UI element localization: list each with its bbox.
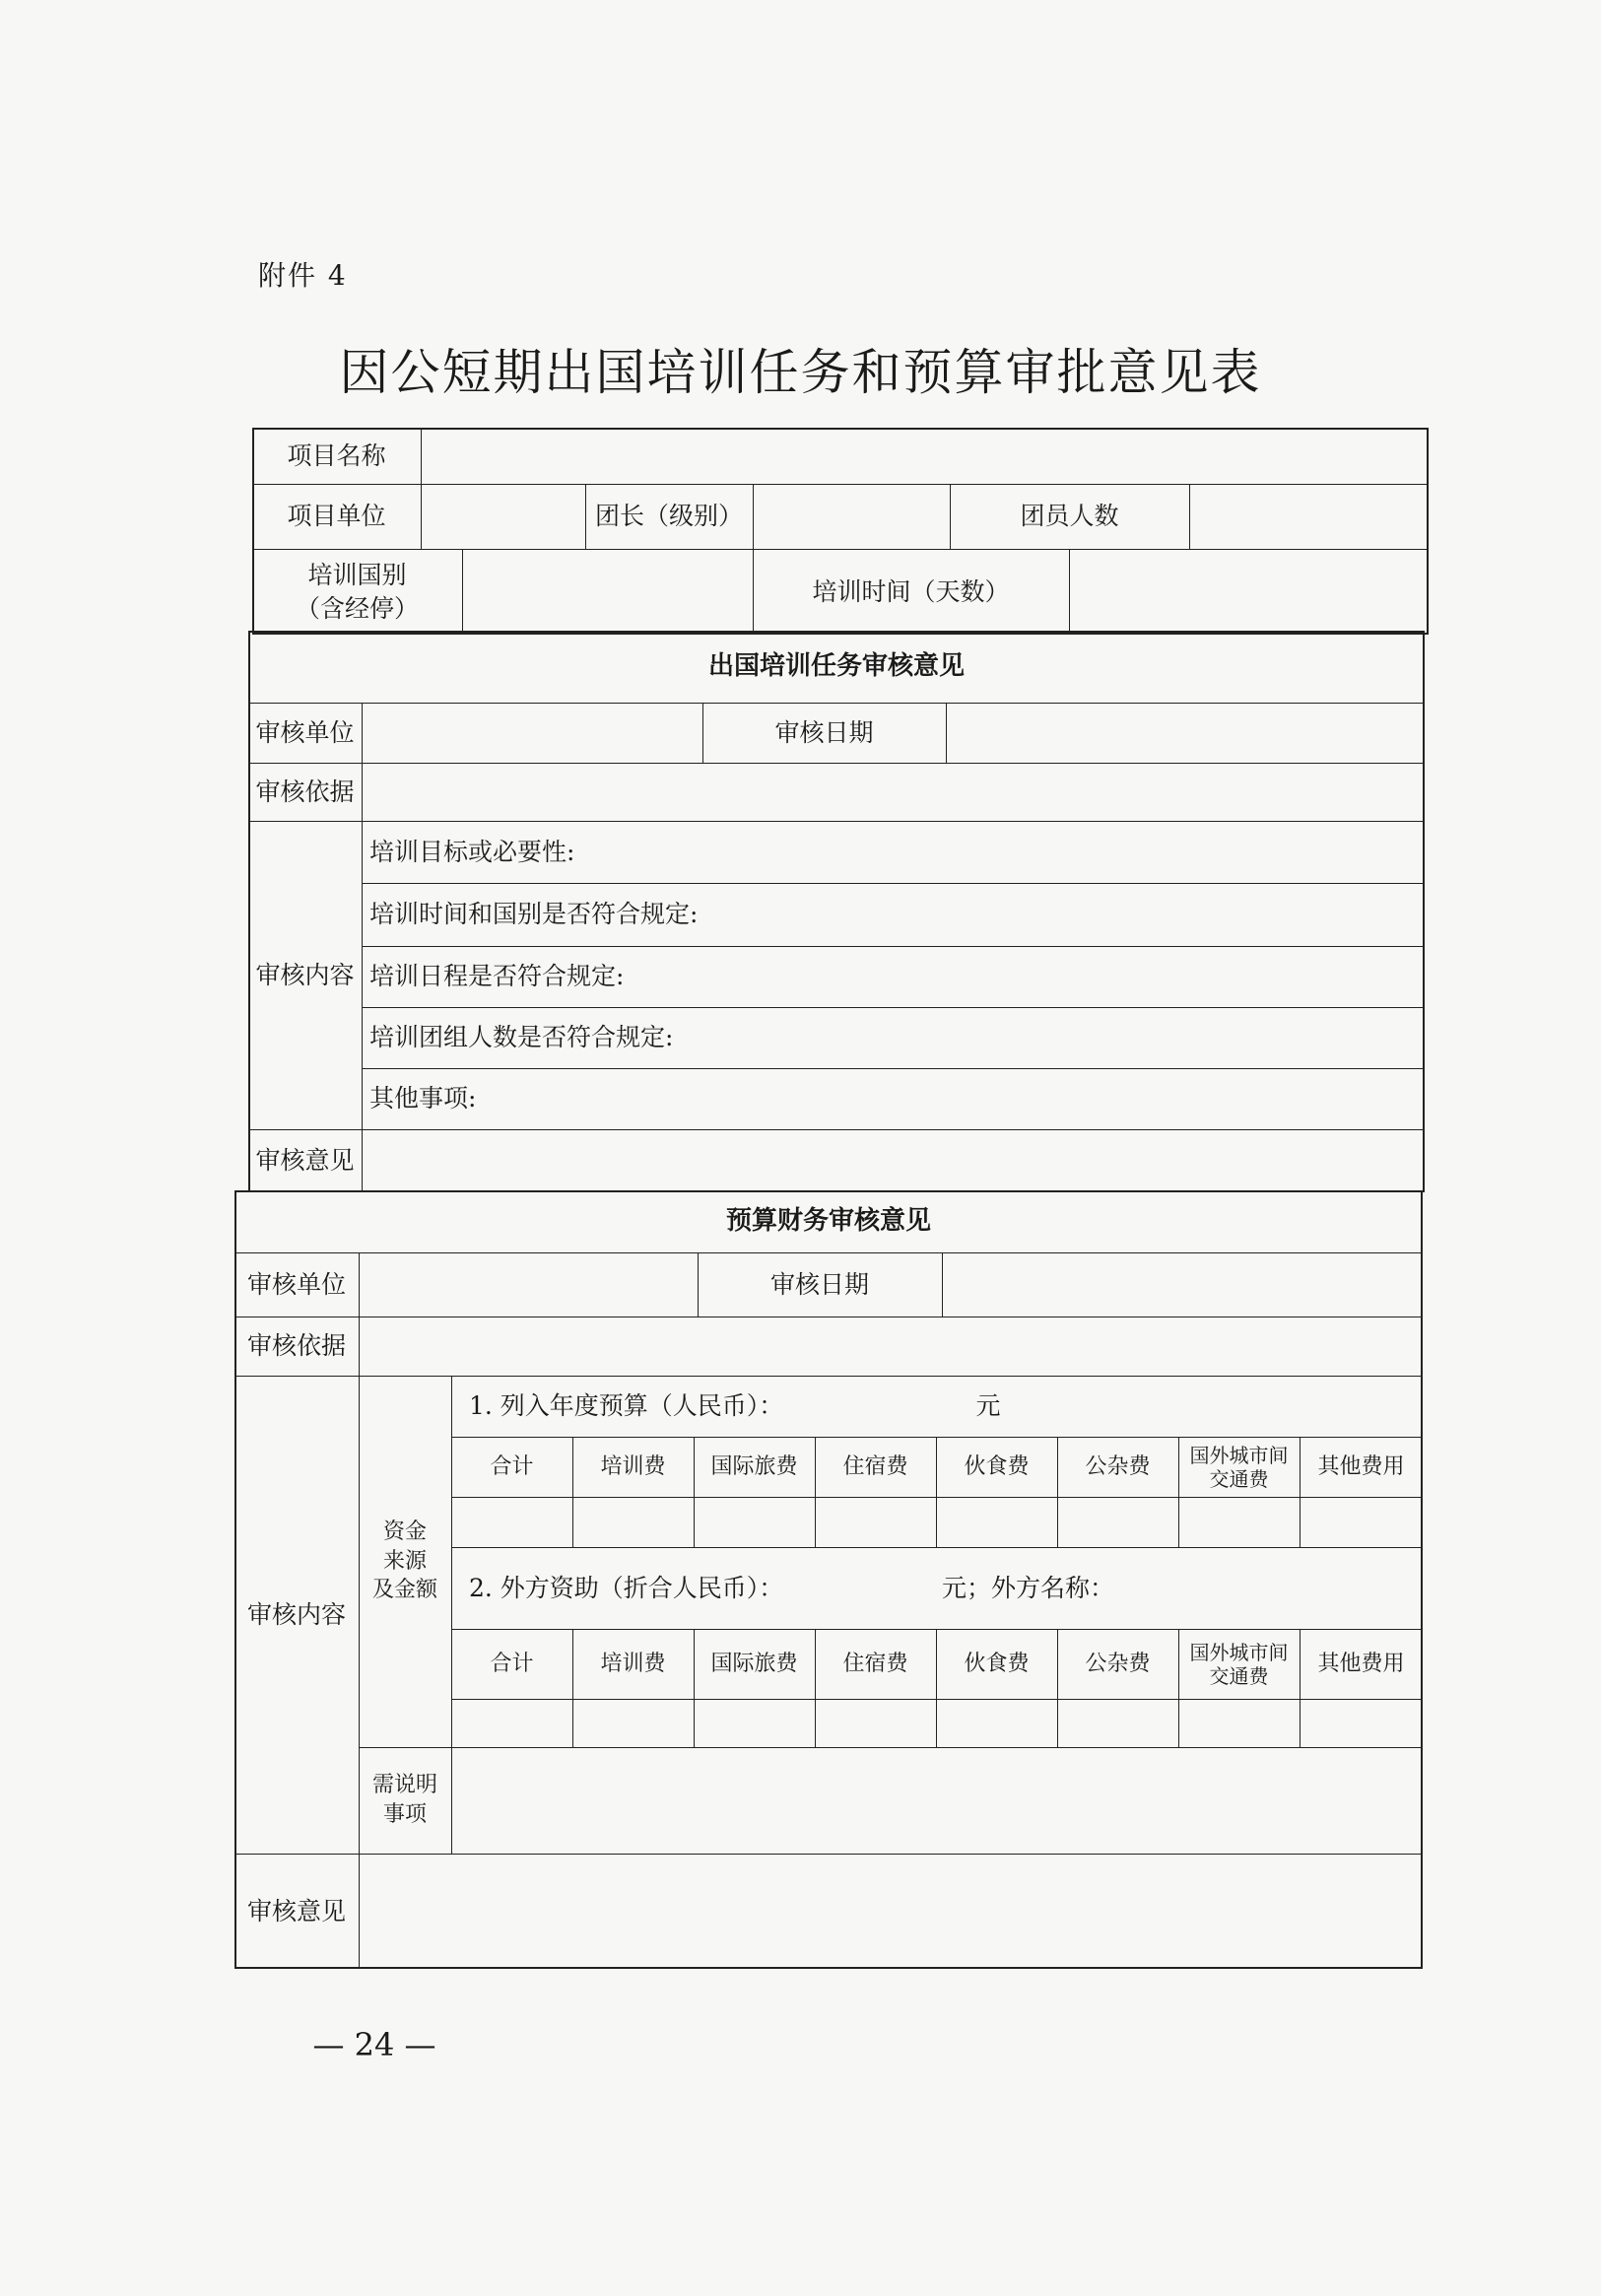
annual-budget-yuan: 元 bbox=[975, 1391, 1001, 1421]
divider bbox=[252, 484, 1429, 485]
budget-review-opinion-label: 审核意见 bbox=[246, 1896, 346, 1925]
divider bbox=[815, 1437, 816, 1547]
fee2-misc: 公杂费 bbox=[1085, 1651, 1151, 1676]
notes-label: 需说明 事项 bbox=[371, 1773, 437, 1827]
divider bbox=[1057, 1437, 1058, 1547]
fee2-meals: 伙食费 bbox=[964, 1651, 1030, 1676]
training-review-content-label: 审核内容 bbox=[255, 960, 355, 989]
budget-review-unit-label: 审核单位 bbox=[246, 1269, 346, 1299]
budget-review-heading: 预算财务审核意见 bbox=[725, 1205, 931, 1236]
divider bbox=[1057, 1629, 1058, 1747]
divider bbox=[1069, 549, 1070, 635]
training-review-date-label: 审核日期 bbox=[774, 717, 874, 747]
divider bbox=[359, 1747, 1423, 1748]
country-label: 培训国别 （含经停） bbox=[295, 560, 419, 623]
divider bbox=[942, 1252, 943, 1317]
divider bbox=[421, 484, 422, 549]
training-review-opinion-label: 审核意见 bbox=[255, 1146, 355, 1176]
divider bbox=[462, 549, 463, 635]
training-time-label: 培训时间（天数） bbox=[812, 576, 1010, 606]
divider bbox=[451, 1699, 1423, 1700]
divider bbox=[421, 428, 422, 484]
fee2-other: 其他费用 bbox=[1317, 1651, 1405, 1676]
divider bbox=[572, 1437, 573, 1547]
divider bbox=[753, 484, 754, 549]
project-name-label: 项目名称 bbox=[287, 440, 386, 470]
training-item-other: 其他事项: bbox=[369, 1084, 477, 1114]
training-item-group-size: 培训团组人数是否符合规定: bbox=[369, 1023, 674, 1052]
divider bbox=[694, 1629, 695, 1747]
divider bbox=[936, 1629, 937, 1747]
funding-source-label: 资金 来源 及金额 bbox=[371, 1519, 437, 1603]
member-count-label: 团员人数 bbox=[1020, 502, 1119, 531]
budget-review-content-label: 审核内容 bbox=[246, 1599, 346, 1629]
divider bbox=[694, 1437, 695, 1547]
divider bbox=[572, 1629, 573, 1747]
divider bbox=[234, 1854, 1423, 1855]
team-leader-label: 团长（级别） bbox=[594, 502, 743, 531]
divider bbox=[1300, 1629, 1301, 1747]
training-item-schedule: 培训日程是否符合规定: bbox=[369, 962, 625, 991]
budget-review-date-label: 审核日期 bbox=[769, 1269, 869, 1299]
fee2-intl-travel: 国际旅费 bbox=[710, 1651, 798, 1676]
divider bbox=[1178, 1437, 1179, 1547]
fee1-meals: 伙食费 bbox=[964, 1453, 1030, 1479]
fee2-total: 合计 bbox=[490, 1651, 534, 1676]
divider bbox=[248, 1129, 1425, 1130]
fee1-intl-travel: 国际旅费 bbox=[710, 1453, 798, 1479]
fee1-misc: 公杂费 bbox=[1085, 1453, 1151, 1479]
training-review-heading: 出国培训任务审核意见 bbox=[707, 650, 965, 681]
training-item-goal: 培训目标或必要性: bbox=[369, 837, 575, 866]
budget-review-basis-label: 审核依据 bbox=[246, 1331, 346, 1361]
divider bbox=[815, 1629, 816, 1747]
attachment-label: 附件 4 bbox=[258, 259, 348, 292]
training-review-basis-label: 审核依据 bbox=[255, 777, 355, 806]
divider bbox=[1189, 484, 1190, 549]
fee2-city-transport: 国外城市间 交通费 bbox=[1189, 1640, 1289, 1688]
divider bbox=[248, 763, 1425, 764]
divider bbox=[1300, 1437, 1301, 1547]
divider bbox=[1178, 1629, 1179, 1747]
fee1-city-transport: 国外城市间 交通费 bbox=[1189, 1443, 1289, 1491]
divider bbox=[451, 1497, 1423, 1498]
fee1-lodging: 住宿费 bbox=[842, 1453, 908, 1479]
fee1-other: 其他费用 bbox=[1317, 1453, 1405, 1479]
foreign-aid-label: 2. 外方资助（折合人民币）： bbox=[469, 1573, 784, 1602]
page-number: — 24 — bbox=[312, 2026, 436, 2063]
divider bbox=[936, 1437, 937, 1547]
training-item-time-country: 培训时间和国别是否符合规定: bbox=[369, 900, 699, 929]
fee2-lodging: 住宿费 bbox=[842, 1651, 908, 1676]
foreign-aid-tail: 元；外方名称： bbox=[942, 1573, 1115, 1602]
fee1-training: 培训费 bbox=[600, 1453, 666, 1479]
divider bbox=[946, 703, 947, 763]
training-review-unit-label: 审核单位 bbox=[255, 717, 355, 747]
project-unit-label: 项目单位 bbox=[287, 502, 386, 531]
fee2-training: 培训费 bbox=[600, 1651, 666, 1676]
annual-budget-label: 1. 列入年度预算（人民币）： bbox=[469, 1391, 784, 1421]
fee1-total: 合计 bbox=[490, 1453, 534, 1479]
form-title: 因公短期出国培训任务和预算审批意见表 bbox=[339, 344, 1262, 401]
